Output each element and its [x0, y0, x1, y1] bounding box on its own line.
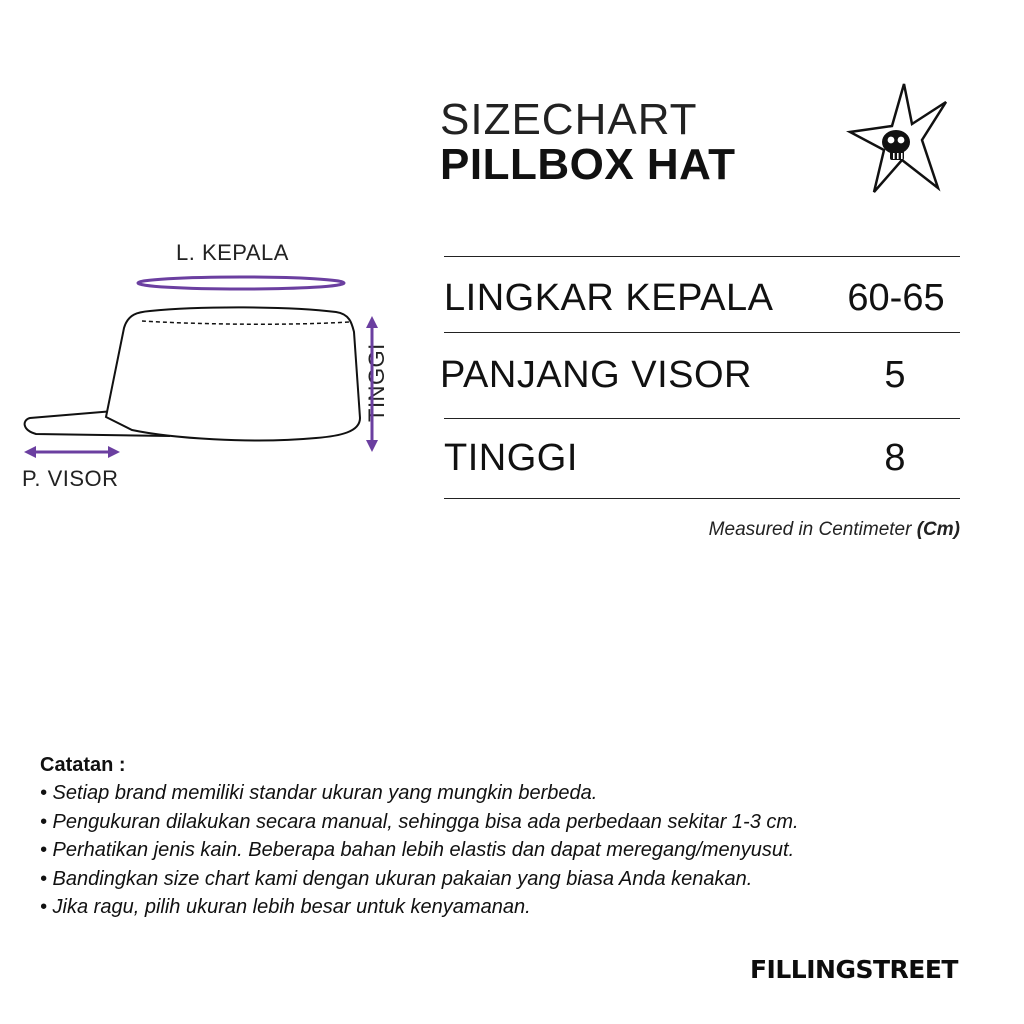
note-item: • Pengukuran dilakukan secara manual, sehingga bisa ada perbedaan sekitar 1-3 cm.: [40, 810, 799, 833]
row-value-height: 8: [884, 437, 906, 479]
table-divider: [444, 498, 960, 499]
star-skull-icon: [846, 80, 950, 196]
hat-crown: [106, 307, 360, 440]
hat-diagram: [20, 232, 440, 502]
note-item: • Setiap brand memiliki standar ukuran yang mungkin berbeda.: [40, 782, 598, 804]
page-title-line2: PILLBOX HAT: [440, 140, 736, 189]
hat-drawing: [20, 232, 440, 502]
note-item: • Bandingkan size chart kami dengan ukuran pakaian yang biasa Anda kenakan.: [40, 867, 753, 890]
height-arrow: [366, 316, 378, 452]
head-circumference-marker: [138, 277, 344, 289]
row-value-head: 60-65: [847, 277, 945, 319]
unit-note: [709, 519, 960, 541]
page-title-line1: SIZECHART: [440, 95, 698, 144]
row-name-height: TINGGI: [444, 437, 578, 479]
notes-title: Catatan :: [40, 754, 126, 776]
unit-note-text: Measured in Centimeter: [708, 519, 912, 540]
table-divider: [444, 332, 960, 333]
notes-section: [40, 754, 1000, 922]
row-value-visor: 5: [884, 354, 906, 396]
unit-note-unit: (Cm): [916, 519, 960, 540]
visor-arrow: [24, 446, 120, 458]
label-visor-length: P. VISOR: [22, 466, 119, 491]
table-divider: [444, 256, 960, 257]
brand-logo: FILLINGSTREET: [749, 955, 958, 984]
row-name-head: LINGKAR KEPALA: [444, 277, 774, 319]
label-height: TINGGI: [364, 343, 389, 423]
row-name-visor: PANJANG VISOR: [440, 354, 752, 396]
label-head-circumference: L. KEPALA: [176, 240, 289, 265]
note-item: • Jika ragu, pilih ukuran lebih besar untuk kenyamanan.: [40, 896, 531, 918]
note-item: • Perhatikan jenis kain. Beberapa bahan lebih elastis dan dapat meregang/menyusut.: [40, 839, 795, 861]
table-divider: [444, 418, 960, 419]
